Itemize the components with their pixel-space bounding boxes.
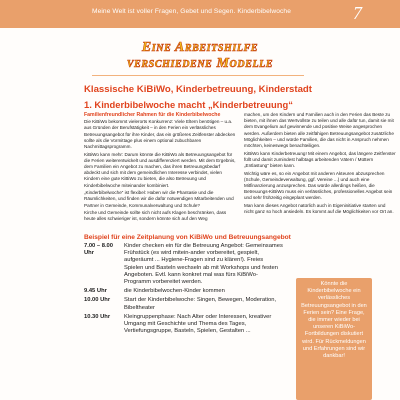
- subsection-heading: 1. Kinderbibelwoche macht „Kinderbetreuung“: [84, 99, 293, 110]
- paragraph: Die KiBiWo bekommt vielerorts Konkurrenz: Viele Eltern benötigen – u.a. aus Gründen der Berufstätigkeit – in den Ferien ein verlässliches Betreuungsangebot für ihre Kinder, das ein größeres Zeitfenster abdecken sollte als die Vormittage plus einem optional zubuchbaren Nachmittagsprogramm.: [84, 119, 236, 150]
- running-header: Meine Welt ist voller Fragen, Gebet und Segen. Kinderbibelwoche: [92, 8, 291, 15]
- callout-box: [296, 278, 372, 400]
- header-bar: [0, 0, 400, 28]
- schedule-description: Kleingruppenphase: Nach Alter oder Interessen, kreativer Umgang mit Geschichte und Thema des Tages, Vertiefungsgruppe, Basteln, Spielen, Gestalten ...: [124, 313, 272, 335]
- schedule-row: [84, 314, 284, 336]
- paragraph: Kirche und Gemeinde sollte sich nicht aufs Klagen beschränken, dass heute alles schwieriger ist, sondern könnte sich auf den Weg: [84, 210, 227, 222]
- schedule-time: 10.30 Uhr: [84, 313, 111, 320]
- schedule-list: [84, 243, 284, 337]
- schedule-time: 10.00 Uhr: [84, 297, 111, 304]
- schedule-time: 9.45 Uhr: [84, 288, 107, 295]
- paragraph: KiBiWo kann Kinderbetreuung! Mit einem Angebot, das längere Zeitfenster füllt und damit zumindest halbtags arbeitenden Vätern / Müttern „Entlastung“ bieten kann.: [244, 150, 396, 169]
- schedule-row: [84, 243, 284, 286]
- paragraph: machen, um den Kindern und Familien auch in den Ferien das Beste zu bieten, mit ihnen das Wertvollste zu teilen und alle dafür tun, damit sie mit dem Evangelium auf gewinnende und positive Weise angesprochen werden. Außerdem bieten alle zeitfähigen Betreuungsangebot zusätzliche Möglichkeiten – und würde Familien, die das nicht in Anspruch nehmen möchten, keineswegs benachteiligen.: [244, 112, 394, 149]
- schedule-row: [84, 288, 284, 295]
- schedule-time: 7.00 – 8.00 Uhr: [84, 243, 114, 257]
- document-title-line-2: verschiedene Modelle: [126, 56, 274, 71]
- paragraph: Man kann dieses Angebot natürlich auch in Eigeninitiative starten und nicht ganz so hoch ansiedeln. Es kommt auf die Möglichkeiten vor Ort an.: [244, 203, 394, 215]
- section-heading: Klassische KiBiWo, Kinderbetreuung, Kinderstadt: [84, 84, 312, 95]
- paragraph: Wichtig wäre es, so ein Angebot mit anderen Akteuren abzusprechen (Schule, Gemeindeverwaltung, ggf. Vereine ...) und auch eine Mitfinanzierung anzusprechen. Das würde allerdings heißen, die Betreuungs-KiBiWo muss ein verlässliches, professionelles Angebot sein und sehr frühzeitig eingeplant werden.: [244, 170, 393, 201]
- schedule-heading: Beispiel für eine Zeitplanung von KiBiWo und Betreuungsangebot: [84, 234, 291, 241]
- schedule-row: [84, 297, 284, 311]
- page-number: 7: [353, 3, 362, 23]
- callout-text: Könnte die Kinderbibelwoche ein verlässliches Betreuungsangebot in den Ferien sein? Eine Frage, die immer wieder bei unseren KiBiWo-Fortbildungen diskutiert wird. Für Rückmeldungen und Erfahrungen sind wir dankbar!: [301, 281, 367, 360]
- column-subheading: Familienfreundlicher Rahmen für die Kinderbibelwoche: [84, 112, 221, 118]
- schedule-description: Kinder checken ein für die Betreuung Angebot: Gemeinsames Frühstück (es wird mitein-ander vorbereitet, gespielt, aufgeräumt ... Hygiene-Fragen sind zu klären!). Freies Spielen und Basteln wechseln ab mit Workshops und festen Angeboten. Evtl. kann konkret mal was fürs KiBiWo-Programm vorbereitet werden.: [124, 243, 283, 286]
- text-column-right: [244, 112, 396, 217]
- schedule-description: Start der Kinderbibelwoche: Singen, Bewegen, Moderation, Bibeltheater: [124, 297, 277, 311]
- text-column-left: [84, 112, 236, 224]
- schedule-description: die Kinderbibelwochen-Kinder kommen: [124, 288, 225, 295]
- title-divider: [92, 75, 304, 76]
- paragraph: „Kinderbibelwoche“ ist flexibel: Haben wir die Phantasie und die Räumlichkeiten, und finden wir die dafür notwendigen Mitarbeitenden und Partner in Gemeinde, Kommunalverwaltung und Schule?: [84, 190, 234, 208]
- document-title-line-1: Eine Arbeitshilfe: [141, 40, 259, 55]
- paragraph: KiBiWo kann mehr: Darum könnte die KiBiWo als Betreuungsangebot für die Ferien weiterentwickelt und ausdifferenziert werden. Mit dem Ergebnis, dem Familien ein Angebot zu machen, das ihren Betreuungsbedarf abdeckt und sich mit dem gemeindlichen Interesse verbindet, vielen Kindern eine gute KiBiWo zu bieten, die also Betreuung und Kinderbibelwoche miteinander kombiniert.: [84, 151, 236, 188]
